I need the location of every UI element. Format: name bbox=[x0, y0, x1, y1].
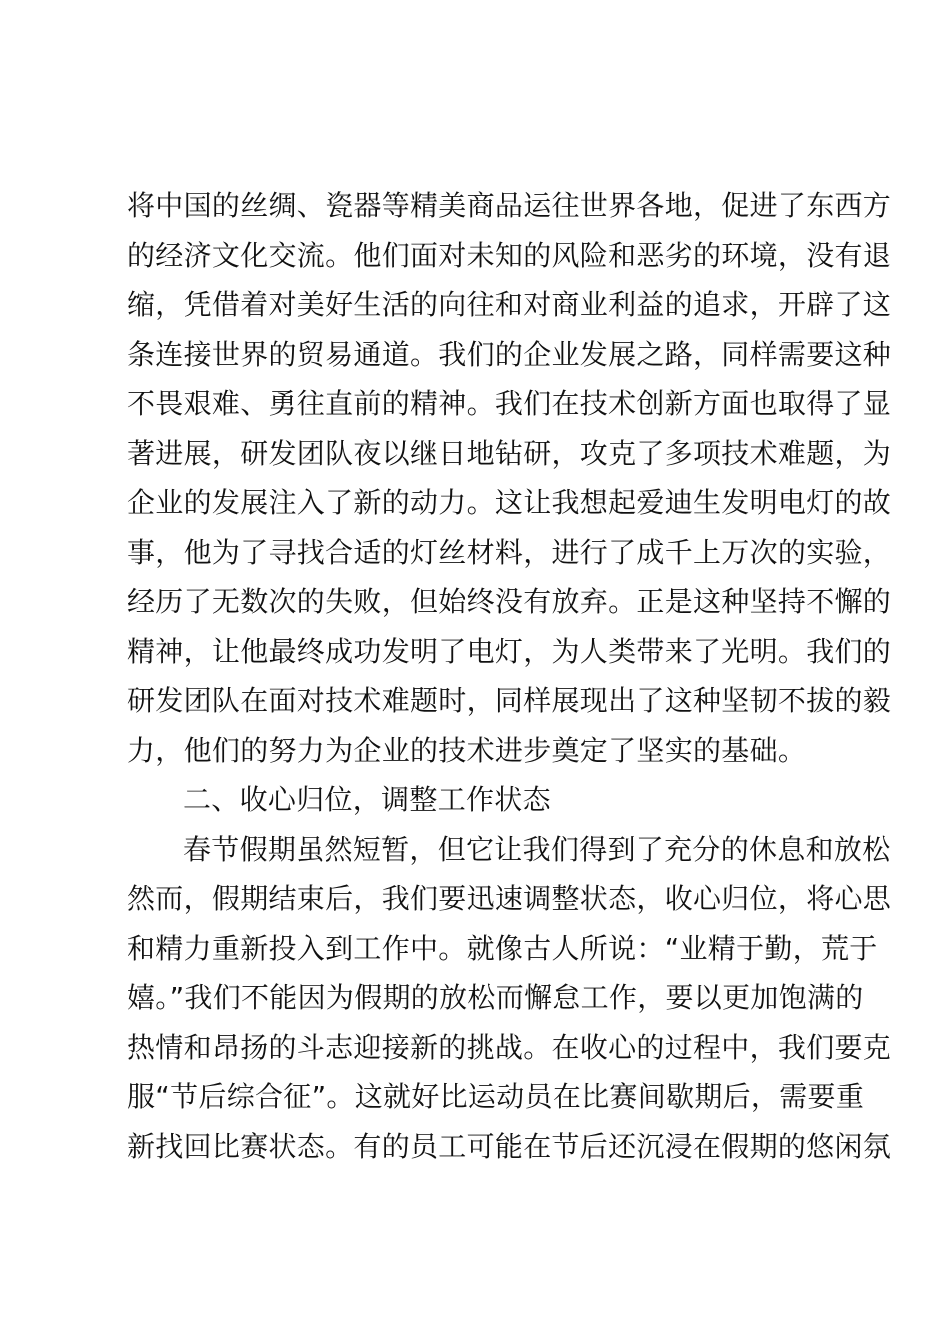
text-line: 和精力重新投入到工作中。就像古人所说：“业精于勤，荒于 bbox=[127, 931, 878, 965]
text-line: 将中国的丝绸、瓷器等精美商品运往世界各地，促进了东西方 bbox=[127, 189, 892, 222]
text-line: 经历了无数次的失败，但始终没有放弃。正是这种坚持不懈的 bbox=[127, 585, 892, 618]
section-heading: 二、收心归位，调整工作状态 bbox=[183, 783, 551, 816]
text-line: 不畏艰难、勇往直前的精神。我们在技术创新方面也取得了显 bbox=[127, 387, 892, 420]
text-line: 条连接世界的贸易通道。我们的企业发展之路，同样需要这种 bbox=[127, 337, 892, 371]
text-line: 缩，凭借着对美好生活的向往和对商业利益的追求，开辟了这 bbox=[127, 288, 892, 321]
text-line: 精神，让他最终成功发明了电灯，为人类带来了光明。我们的 bbox=[127, 634, 892, 668]
text-line: 然而，假期结束后，我们要迅速调整状态，收心归位，将心思 bbox=[127, 882, 892, 915]
text-line: 企业的发展注入了新的动力。这让我想起爱迪生发明电灯的故 bbox=[127, 486, 892, 519]
text-line: 春节假期虽然短暂，但它让我们得到了充分的休息和放松 bbox=[183, 832, 891, 866]
text-line: 的经济文化交流。他们面对未知的风险和恶劣的环境，没有退 bbox=[127, 238, 892, 272]
text-line: 热情和昂扬的斗志迎接新的挑战。在收心的过程中，我们要克 bbox=[127, 1030, 892, 1064]
text-line: 著进展，研发团队夜以继日地钻研，攻克了多项技术难题，为 bbox=[127, 436, 892, 470]
text-line: 研发团队在面对技术难题时，同样展现出了这种坚韧不拔的毅 bbox=[127, 684, 892, 717]
text-line: 嬉。”我们不能因为假期的放松而懈怠工作，要以更加饱满的 bbox=[127, 981, 864, 1014]
text-line: 新找回比赛状态。有的员工可能在节后还沉浸在假期的悠闲氛 bbox=[127, 1129, 892, 1163]
document-body bbox=[127, 181, 892, 1171]
text-line: 服“节后综合征”。这就好比运动员在比赛间歇期后，需要重 bbox=[127, 1080, 865, 1113]
text-line: 力，他们的努力为企业的技术进步奠定了坚实的基础。 bbox=[127, 733, 807, 767]
text-line: 事，他为了寻找合适的灯丝材料，进行了成千上万次的实验， bbox=[127, 535, 892, 569]
